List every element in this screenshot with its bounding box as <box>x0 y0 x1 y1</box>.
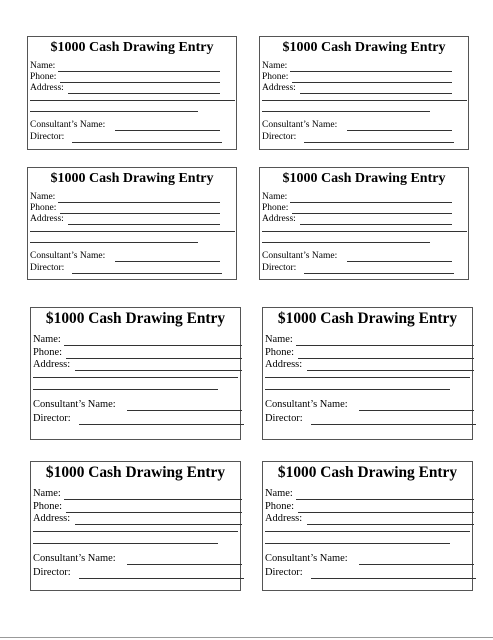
field-line-director[interactable] <box>304 273 454 274</box>
field-label-director: Director: <box>33 566 71 578</box>
field-line-director[interactable] <box>79 424 244 425</box>
address-extra-line[interactable] <box>33 543 218 544</box>
field-line-director[interactable] <box>72 142 222 143</box>
address-extra-line[interactable] <box>262 111 430 112</box>
entry-card <box>259 36 469 150</box>
field-label-phone: Phone: <box>33 346 62 358</box>
field-label-consultant: Consultant’s Name: <box>30 120 106 130</box>
entry-card <box>27 167 237 280</box>
address-extra-line[interactable] <box>33 377 238 378</box>
entry-card-title: $1000 Cash Drawing Entry <box>277 464 458 482</box>
address-extra-line[interactable] <box>265 531 470 532</box>
field-label-name: Name: <box>30 192 56 202</box>
field-line-address[interactable] <box>68 93 220 94</box>
field-label-name: Name: <box>33 488 61 500</box>
field-label-consultant: Consultant’s Name: <box>262 120 338 130</box>
field-line-director[interactable] <box>72 273 222 274</box>
field-line-address[interactable] <box>307 524 474 525</box>
address-extra-line[interactable] <box>33 531 238 532</box>
field-label-director: Director: <box>262 263 297 273</box>
address-extra-line[interactable] <box>30 111 198 112</box>
address-extra-line[interactable] <box>265 543 450 544</box>
entry-card <box>30 307 241 440</box>
field-label-name: Name: <box>30 61 56 71</box>
field-label-consultant: Consultant’s Name: <box>30 251 106 261</box>
field-label-address: Address: <box>265 512 303 524</box>
field-label-name: Name: <box>265 334 293 346</box>
field-label-consultant: Consultant’s Name: <box>265 553 348 565</box>
entry-card-title: $1000 Cash Drawing Entry <box>282 171 446 186</box>
entry-card-title: $1000 Cash Drawing Entry <box>277 310 458 328</box>
field-line-consultant[interactable] <box>115 130 220 131</box>
address-extra-line[interactable] <box>265 377 470 378</box>
field-label-phone: Phone: <box>265 500 294 512</box>
field-label-phone: Phone: <box>262 72 289 82</box>
field-line-director[interactable] <box>311 424 476 425</box>
field-line-consultant[interactable] <box>127 410 243 411</box>
page-bottom-divider <box>0 637 493 638</box>
address-extra-line[interactable] <box>30 231 235 232</box>
field-label-name: Name: <box>262 192 288 202</box>
field-label-consultant: Consultant’s Name: <box>33 553 116 565</box>
entry-card-title: $1000 Cash Drawing Entry <box>282 40 446 55</box>
field-label-director: Director: <box>262 132 297 142</box>
address-extra-line[interactable] <box>262 231 467 232</box>
field-label-director: Director: <box>265 566 303 578</box>
field-label-phone: Phone: <box>265 346 294 358</box>
address-extra-line[interactable] <box>30 100 235 101</box>
field-line-consultant[interactable] <box>347 261 452 262</box>
field-label-address: Address: <box>33 512 71 524</box>
field-label-director: Director: <box>33 412 71 424</box>
address-extra-line[interactable] <box>262 242 430 243</box>
entry-card <box>262 307 473 440</box>
field-line-director[interactable] <box>304 142 454 143</box>
entry-card <box>262 461 473 591</box>
field-label-director: Director: <box>30 263 65 273</box>
field-label-director: Director: <box>265 412 303 424</box>
field-label-address: Address: <box>265 358 303 370</box>
field-line-address[interactable] <box>75 524 242 525</box>
field-label-phone: Phone: <box>262 203 289 213</box>
entry-card-title: $1000 Cash Drawing Entry <box>45 310 226 328</box>
field-line-consultant[interactable] <box>359 410 475 411</box>
field-label-address: Address: <box>262 214 296 224</box>
entry-card <box>30 461 241 591</box>
entry-card-title: $1000 Cash Drawing Entry <box>50 40 214 55</box>
entry-card-title: $1000 Cash Drawing Entry <box>50 171 214 186</box>
address-extra-line[interactable] <box>33 389 218 390</box>
field-label-address: Address: <box>262 83 296 93</box>
entry-card <box>259 167 469 280</box>
field-label-name: Name: <box>265 488 293 500</box>
field-line-consultant[interactable] <box>359 564 475 565</box>
field-label-address: Address: <box>30 214 64 224</box>
field-label-consultant: Consultant’s Name: <box>33 399 116 411</box>
field-label-phone: Phone: <box>30 203 57 213</box>
field-label-consultant: Consultant’s Name: <box>265 399 348 411</box>
field-label-director: Director: <box>30 132 65 142</box>
field-line-address[interactable] <box>307 370 474 371</box>
field-line-address[interactable] <box>300 224 452 225</box>
field-line-address[interactable] <box>300 93 452 94</box>
field-label-consultant: Consultant’s Name: <box>262 251 338 261</box>
field-line-director[interactable] <box>79 578 244 579</box>
address-extra-line[interactable] <box>262 100 467 101</box>
entry-card-title: $1000 Cash Drawing Entry <box>45 464 226 482</box>
field-line-address[interactable] <box>68 224 220 225</box>
field-line-consultant[interactable] <box>127 564 243 565</box>
field-label-address: Address: <box>33 358 71 370</box>
field-label-name: Name: <box>33 334 61 346</box>
field-label-phone: Phone: <box>30 72 57 82</box>
field-line-director[interactable] <box>311 578 476 579</box>
field-line-consultant[interactable] <box>115 261 220 262</box>
entry-card <box>27 36 237 150</box>
address-extra-line[interactable] <box>30 242 198 243</box>
field-line-consultant[interactable] <box>347 130 452 131</box>
field-label-phone: Phone: <box>33 500 62 512</box>
address-extra-line[interactable] <box>265 389 450 390</box>
field-label-address: Address: <box>30 83 64 93</box>
field-line-address[interactable] <box>75 370 242 371</box>
field-label-name: Name: <box>262 61 288 71</box>
